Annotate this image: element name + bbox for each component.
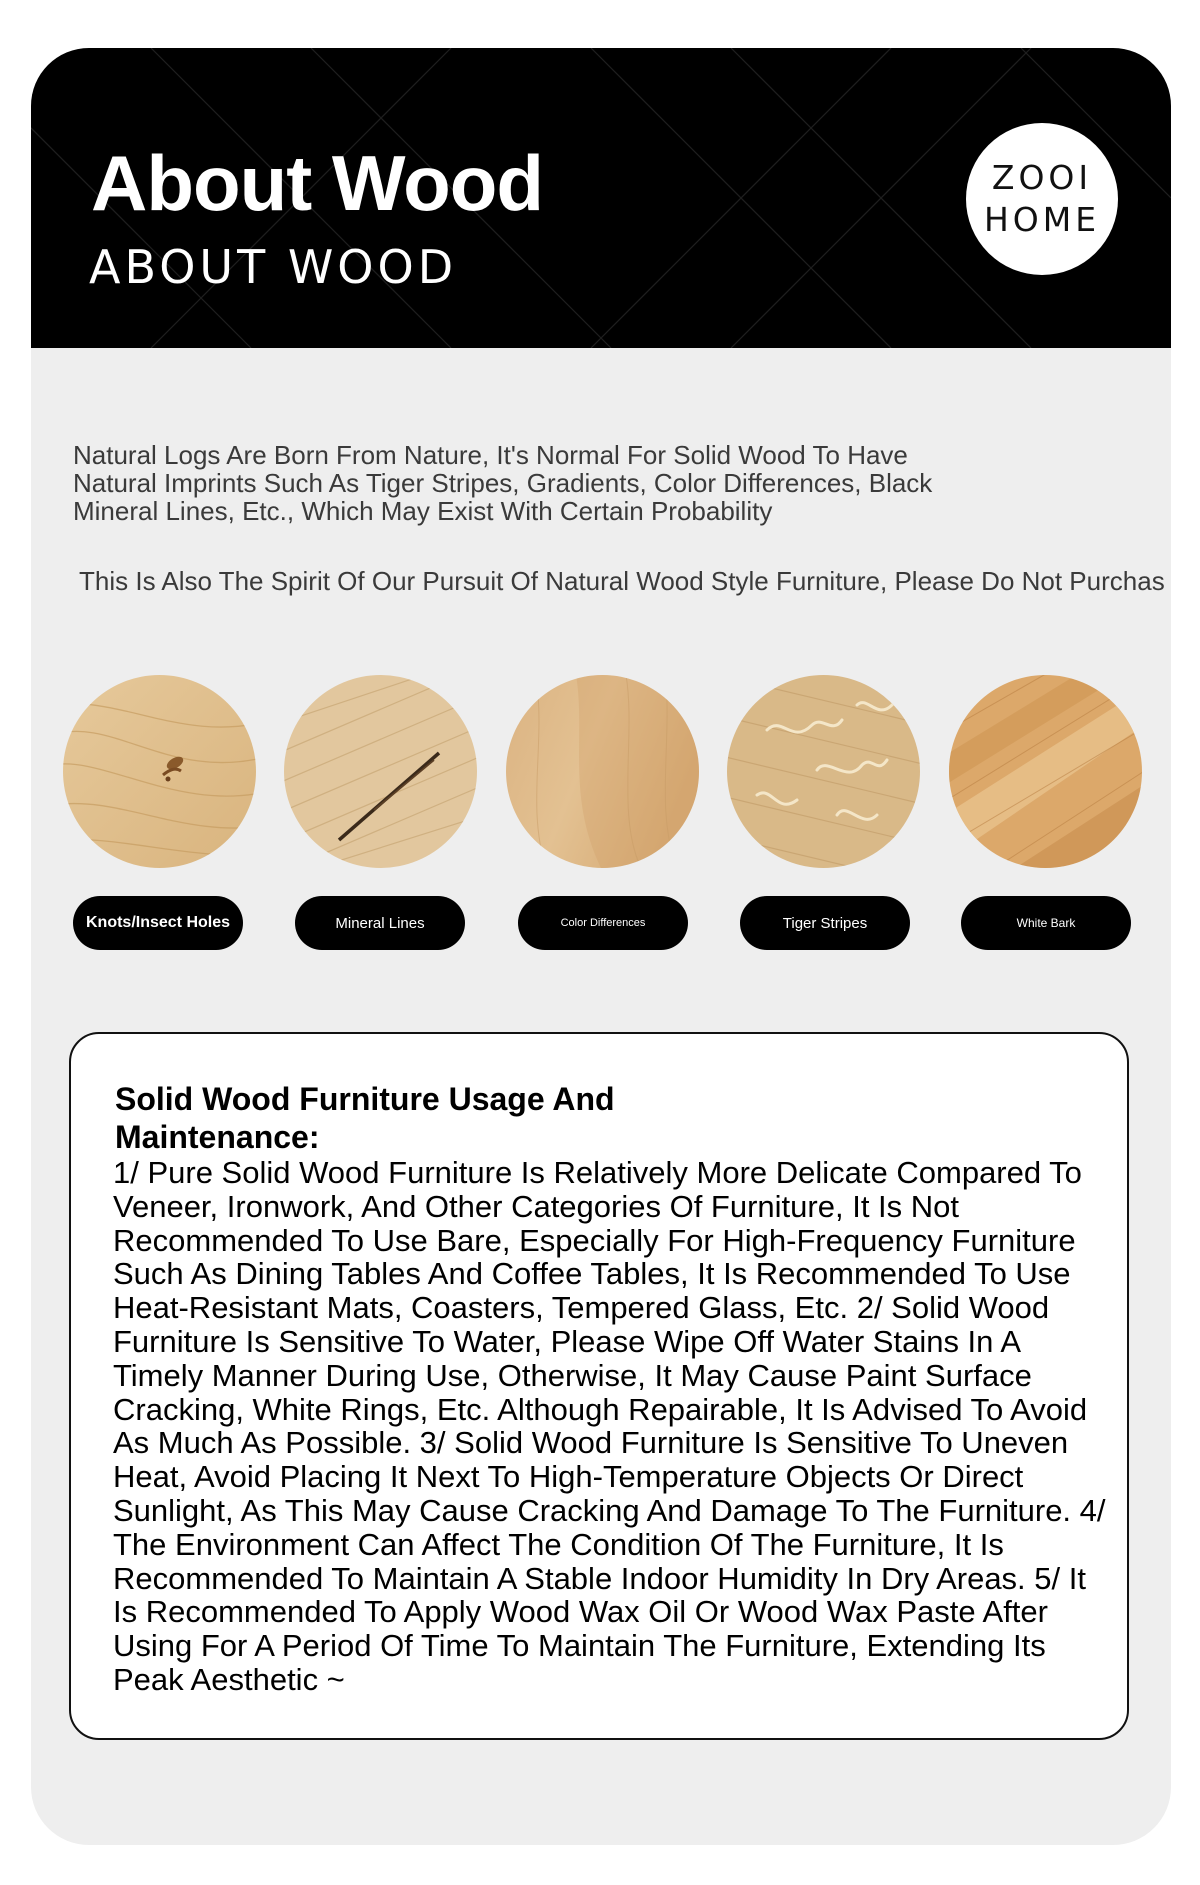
white-bark-wood-swatch bbox=[949, 675, 1142, 868]
feature-label-white-bark: White Bark bbox=[961, 896, 1131, 950]
maintenance-body: 1/ Pure Solid Wood Furniture Is Relatively More Delicate Compared To Veneer, Ironwork, And Other Categories Of Furniture, It Is Not Recommended To Use Bare, Especially For High-Frequency Furniture Such As Dining Tables And Coffee Tables, It Is Recommended To Use Heat-Resistant Mats, Coasters, Tempered Glass, Etc. 2/ Solid Wood Furniture Is Sensitive To Water, Please Wipe Off Water Stains In A Timely Manner During Use, Otherwise, It May Cause Paint Surface Cracking, White Rings, Etc. Although Repairable, It Is Advised To Avoid As Much As Possible. 3/ Solid Wood Furniture Is Sensitive To Uneven Heat, Avoid Placing It Next To High-Temperature Objects Or Direct Sunlight, As This May Cause Cracking And Damage To The Furniture. 4/ The Environment Can Affect The Condition Of The Furniture, It Is Recommended To Maintain A Stable Indoor Humidity In Dry Areas. 5/ It Is Recommended To Apply Wood Wax Oil Or Wood Wax Paste After Using For A Period Of Time To Maintain The Furniture, Extending Its Peak Aesthetic ~ bbox=[113, 1155, 1106, 1697]
feature-label-color-differences: Color Differences bbox=[518, 896, 688, 950]
logo-line-1: ZOOI bbox=[991, 158, 1093, 197]
tiger-stripe-wood-swatch bbox=[727, 675, 920, 868]
about-wood-card bbox=[31, 48, 1171, 1845]
knot-wood-swatch bbox=[63, 675, 256, 868]
logo-line-2: HOME bbox=[983, 200, 1101, 239]
feature-label-knots: Knots/Insect Holes bbox=[73, 896, 243, 950]
spirit-statement: This Is Also The Spirit Of Our Pursuit Of Natural Wood Style Furniture, Please Do Not Purchas bbox=[79, 566, 1165, 596]
brand-logo bbox=[966, 123, 1118, 275]
page-subtitle: ABOUT WOOD bbox=[89, 240, 458, 294]
header-banner bbox=[31, 48, 1171, 348]
intro-paragraph: Natural Logs Are Born From Nature, It's Normal For Solid Wood To Have Natural Imprints Such As Tiger Stripes, Gradients, Color Differences, Black Mineral Lines, Etc., Which May Exist With Certain Probability bbox=[73, 440, 933, 526]
maintenance-box bbox=[69, 1032, 1129, 1740]
feature-label-tiger-stripes: Tiger Stripes bbox=[740, 896, 910, 950]
page-title: About Wood bbox=[91, 139, 544, 227]
color-difference-wood-swatch bbox=[506, 675, 699, 868]
feature-label-mineral-lines: Mineral Lines bbox=[295, 896, 465, 950]
mineral-line-wood-swatch bbox=[284, 675, 477, 868]
maintenance-title: Solid Wood Furniture Usage And Maintenance: bbox=[115, 1081, 615, 1155]
